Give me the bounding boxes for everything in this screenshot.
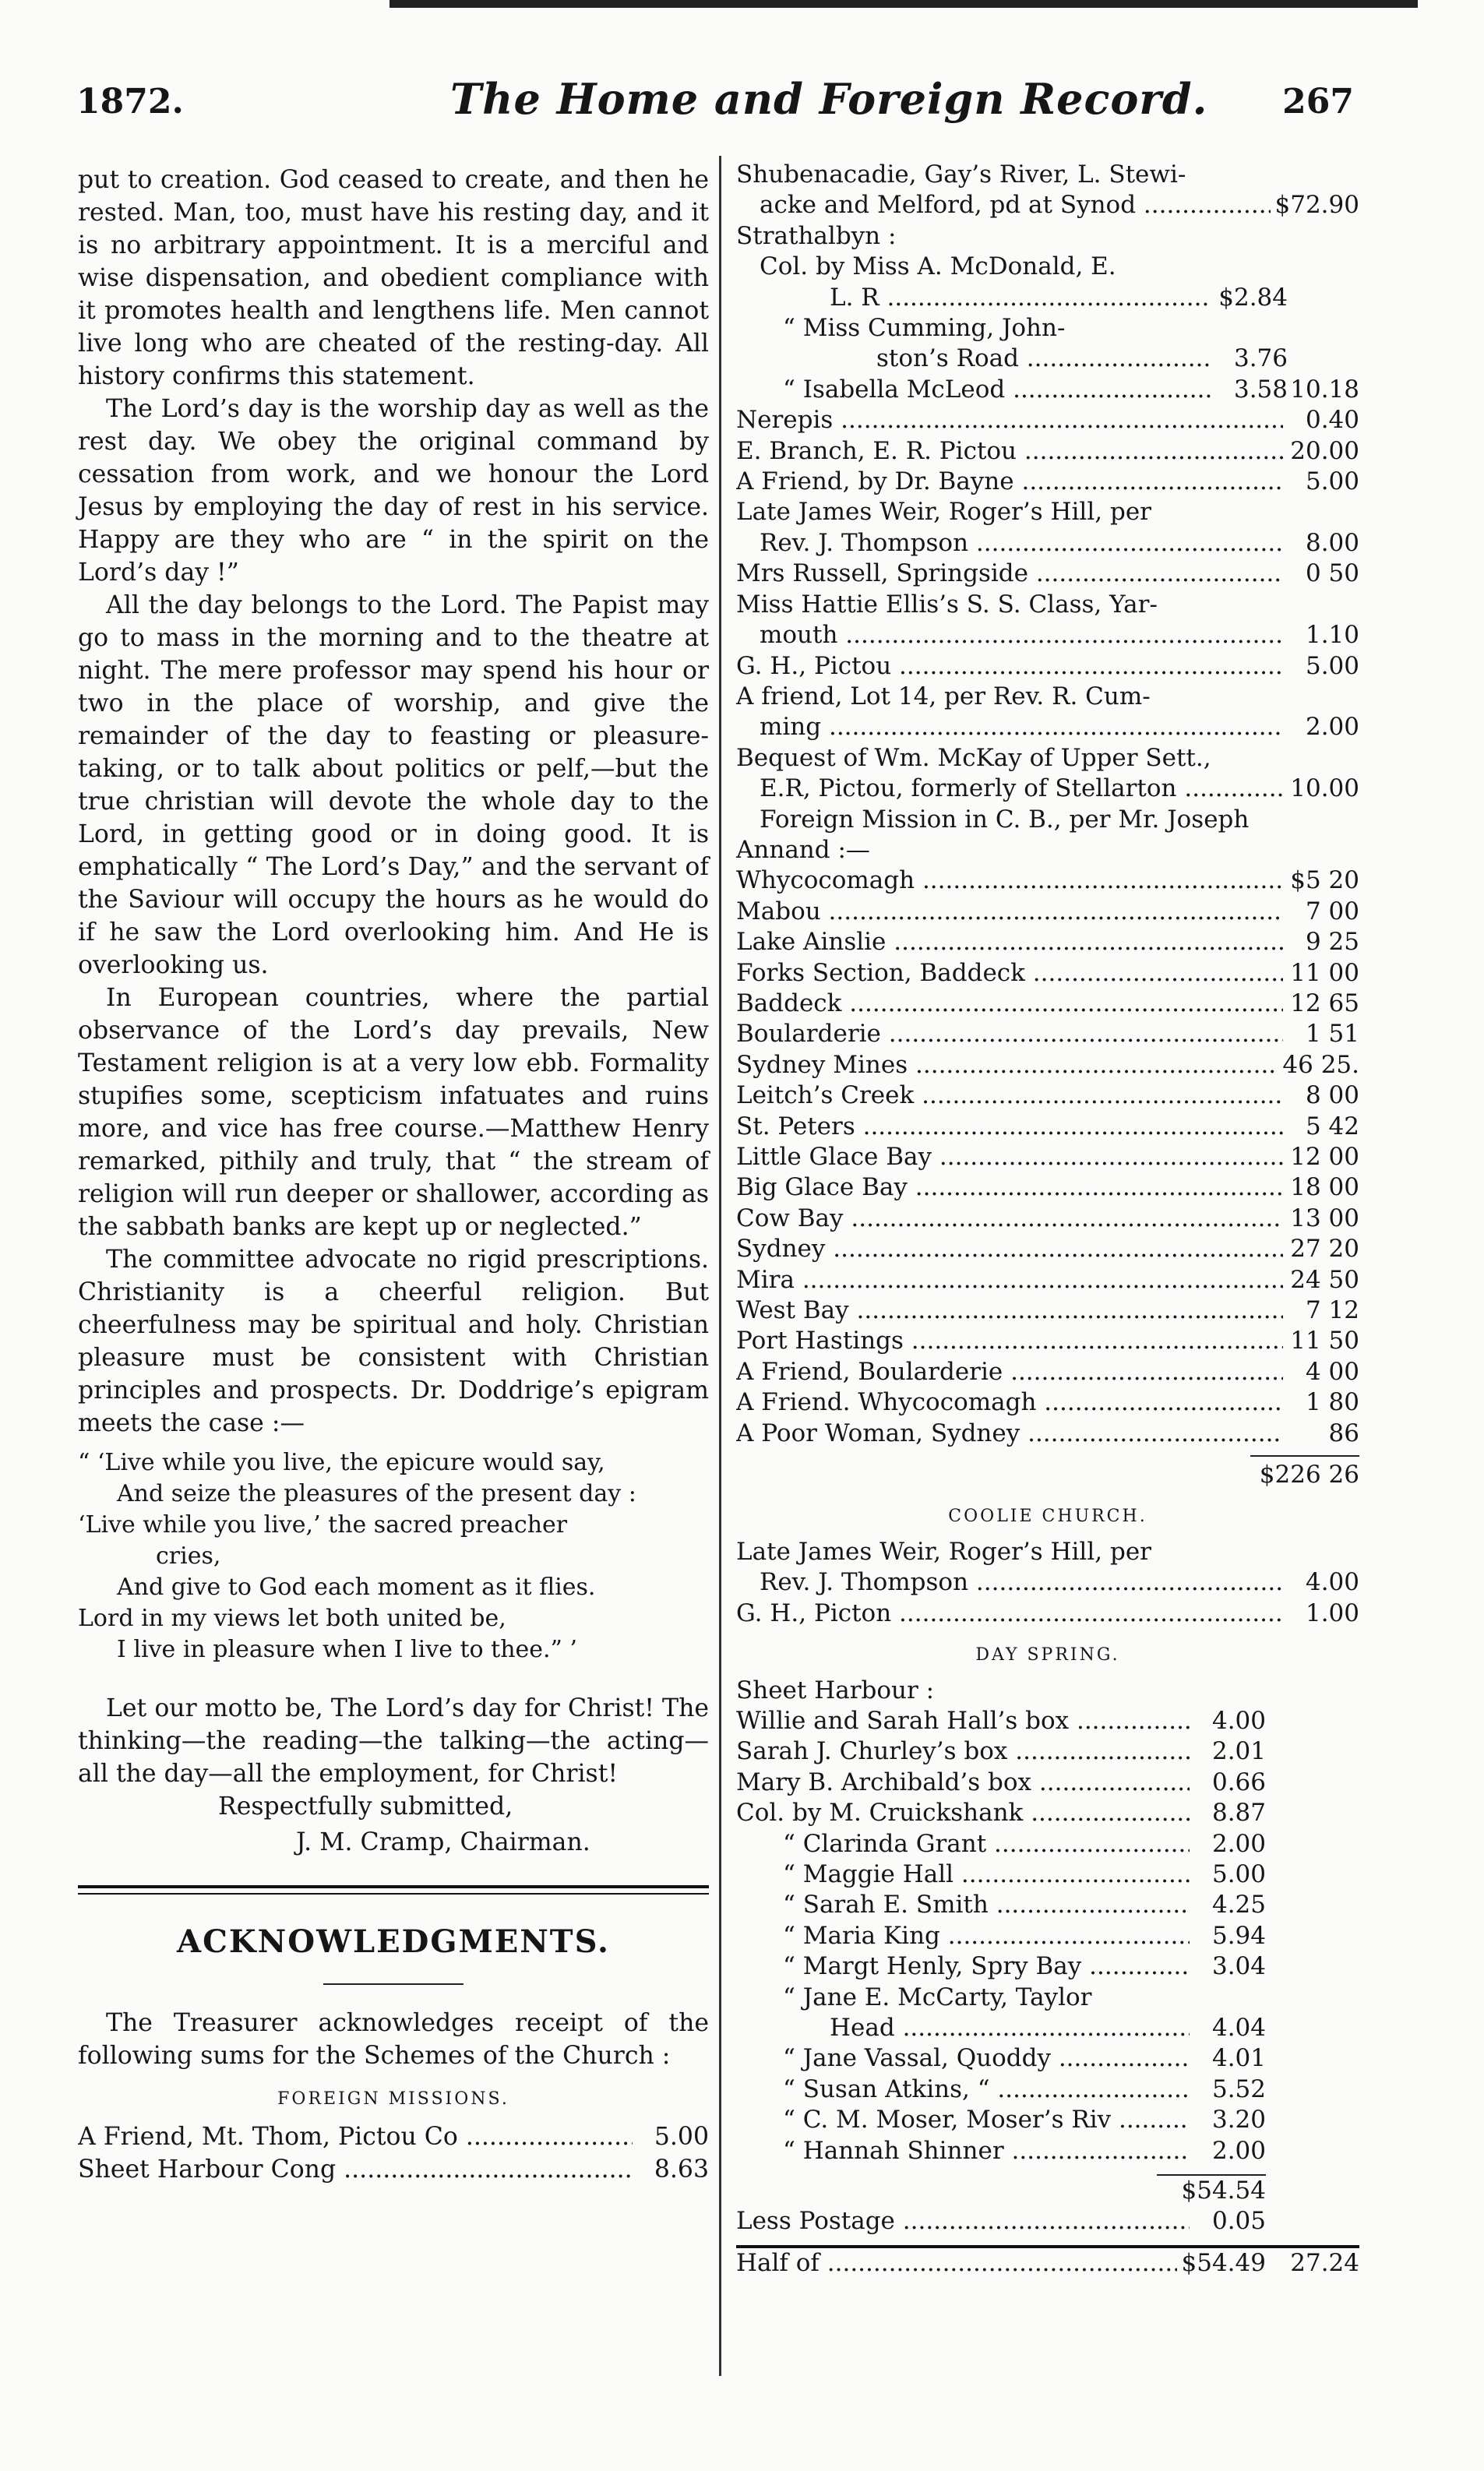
entry-label: Forks Section, Baddeck ..... bbox=[736, 958, 1283, 989]
list-item bbox=[736, 1172, 1359, 1203]
header-title: The Home and Foreign Record. bbox=[450, 74, 1208, 124]
verse-line: I live in pleasure when I live to thee.” ’ bbox=[117, 1636, 577, 1663]
verse-line: ‘Live while you live,’ the sacred preacher bbox=[78, 1511, 568, 1539]
entry-amount: 4 00 bbox=[1305, 1357, 1359, 1386]
list-item bbox=[736, 620, 1359, 650]
day-spring-list-continued bbox=[736, 2043, 1359, 2166]
verse-quotation bbox=[78, 1447, 709, 1666]
paragraph: The committee advocate no rigid prescriptions. Christianity is a cheerful religion. But cheerfulness may be spiritual and holy. Christian pleasure must be consistent with Christian principles and prospects. Dr. Doddrige’s epigram meets the case :— bbox=[78, 1246, 709, 1437]
entry-amount: 7 12 bbox=[1305, 1296, 1359, 1325]
entry-amount: 9 25 bbox=[1305, 928, 1359, 957]
entry-label: Sarah J. Churley’s box ..... bbox=[736, 1736, 1190, 1767]
entry-label: acke and Melford, pd at Synod ..... bbox=[760, 190, 1271, 220]
entry-label: A Friend, Mt. Thom, Pictou Co ..... bbox=[78, 2120, 633, 2153]
section-label: Foreign Mission in C. B., per Mr. Joseph bbox=[760, 805, 1250, 834]
entry-label: Rev. J. Thompson ..... bbox=[760, 528, 1283, 559]
list-item bbox=[736, 1829, 1359, 1859]
entry-total: 10.18 bbox=[1290, 375, 1359, 404]
entry-total: $226 26 bbox=[1259, 1461, 1359, 1489]
list-item bbox=[736, 1295, 1359, 1326]
entry-label: mouth ..... bbox=[760, 620, 1283, 650]
acknowledgments-heading: ACKNOWLEDGMENTS. bbox=[177, 1923, 610, 1960]
entry-amount: 4.25 bbox=[1211, 1891, 1266, 1919]
list-item bbox=[736, 897, 1359, 927]
list-item bbox=[736, 865, 1359, 896]
paragraph: put to creation. God ceased to create, and then he rested. Man, too, must have his resting day, and it is no arbitrary appointment. It is a merciful and wise dispensation, and obedient compliance with it promotes health and lengthens life. Men cannot live long who are cheated of the resting-day. All history confirms this statement. bbox=[78, 166, 709, 390]
top-torn-edge bbox=[390, 0, 1418, 8]
entry-label: “ Maria King ..... bbox=[783, 1921, 1190, 1951]
entry-amount: 8.00 bbox=[1305, 528, 1359, 557]
entry-amount: 2.01 bbox=[1211, 1737, 1266, 1766]
entry-label: Sydney ..... bbox=[736, 1234, 1283, 1264]
entry-label: ston’s Road ..... bbox=[876, 344, 1211, 374]
entry-total: 27.24 bbox=[1290, 2248, 1359, 2277]
entry-amount: 4.00 bbox=[1211, 1706, 1266, 1735]
entry-amount: 4.04 bbox=[1211, 2013, 1266, 2042]
entry-label: “ Hannah Shinner ..... bbox=[783, 2136, 1190, 2166]
entry-amount: $2.84 bbox=[1218, 283, 1288, 312]
entry-amount: 0.40 bbox=[1305, 406, 1359, 435]
entry-label: Late James Weir, Roger’s Hill, per bbox=[736, 1537, 1151, 1566]
section-label: Strathalbyn : bbox=[736, 221, 897, 250]
list-item bbox=[736, 436, 1359, 467]
entry-label: Baddeck ..... bbox=[736, 989, 1283, 1019]
list-item bbox=[736, 774, 1359, 804]
entry-label: Shubenacadie, Gay’s River, L. Stewi- bbox=[736, 160, 1186, 189]
entry-label: A Friend, by Dr. Bayne ..... bbox=[736, 467, 1283, 497]
entry-label: Bequest of Wm. McKay of Upper Sett., bbox=[736, 743, 1211, 772]
total-row bbox=[736, 1460, 1359, 1490]
entry-label: “ Miss Cumming, John- bbox=[783, 314, 1066, 343]
entry-label: Mrs Russell, Springside ..... bbox=[736, 559, 1283, 589]
list-item bbox=[736, 1357, 1359, 1387]
entry-amount: 1.00 bbox=[1305, 1599, 1359, 1627]
paragraph: The Lord’s day is the worship day as well as the rest day. We obey the original command by cessation from work, and we honour the Lord Jesus by employing the day of rest in his service. Happy are they who are “ in the spirit on the Lord’s day !” bbox=[78, 395, 709, 587]
list-item bbox=[736, 2136, 1359, 2166]
entry-label: A friend, Lot 14, per Rev. R. Cum- bbox=[736, 682, 1151, 710]
entry-label: “ C. M. Moser, Moser’s Riv ..... bbox=[783, 2105, 1190, 2135]
list-item bbox=[736, 1706, 1359, 1736]
entry-label: A Friend. Whycocomagh ..... bbox=[736, 1387, 1283, 1418]
entry-amount: $5 20 bbox=[1290, 866, 1359, 895]
column-divider bbox=[719, 156, 721, 2376]
entry-label: Big Glace Bay ..... bbox=[736, 1172, 1283, 1203]
entry-amount: 3.20 bbox=[1211, 2106, 1266, 2134]
entry-amount: 4.00 bbox=[1305, 1568, 1359, 1597]
list-item bbox=[736, 1050, 1359, 1080]
list-item bbox=[736, 927, 1359, 957]
list-item bbox=[736, 1567, 1359, 1598]
list-item bbox=[736, 2206, 1359, 2237]
list-item bbox=[736, 344, 1359, 374]
verse-line: And give to God each moment as it flies. bbox=[117, 1574, 596, 1601]
entry-amount: 5.00 bbox=[1305, 467, 1359, 496]
signature: J. M. Cramp, Chairman. bbox=[296, 1828, 590, 1856]
entry-label: Less Postage ..... bbox=[736, 2206, 1190, 2237]
signoff: Respectfully submitted, bbox=[218, 1792, 513, 1821]
entry-amount: 3.04 bbox=[1211, 1952, 1266, 1981]
entry-label: A Friend, Boularderie ..... bbox=[736, 1357, 1283, 1387]
coolie-church-heading: COOLIE CHURCH. bbox=[948, 1507, 1147, 1527]
entry-amount: 1 80 bbox=[1305, 1388, 1359, 1417]
section-label: Sheet Harbour : bbox=[736, 1676, 935, 1704]
list-item bbox=[736, 2013, 1359, 2043]
page-header bbox=[76, 74, 1354, 136]
list-item bbox=[736, 190, 1359, 220]
list-item bbox=[736, 1265, 1359, 1295]
list-item bbox=[736, 1951, 1359, 1982]
entry-amount: $72.90 bbox=[1274, 191, 1359, 220]
section-label: Annand :— bbox=[736, 835, 870, 864]
entry-total: $54.54 bbox=[1181, 2177, 1266, 2205]
entry-amount: 0.05 bbox=[1211, 2207, 1266, 2236]
entry-label: “ Sarah E. Smith ..... bbox=[783, 1890, 1190, 1920]
entry-label: Head ..... bbox=[830, 2013, 1190, 2043]
entry-amount: 12 00 bbox=[1290, 1143, 1359, 1171]
verse-line: And seize the pleasures of the present day : bbox=[117, 1480, 636, 1507]
list-item bbox=[736, 1419, 1359, 1449]
list-item bbox=[736, 1112, 1359, 1142]
cape-breton-list bbox=[736, 865, 1359, 1449]
entry-amount: 10.00 bbox=[1290, 774, 1359, 803]
entry-amount: 5.00 bbox=[654, 2123, 709, 2151]
entry-amount: 13 00 bbox=[1290, 1204, 1359, 1232]
list-item bbox=[736, 1859, 1359, 1890]
subtotal-row bbox=[736, 2176, 1359, 2206]
list-item bbox=[736, 1798, 1359, 1828]
list-item bbox=[736, 1599, 1359, 1629]
foreign-missions-heading: FOREIGN MISSIONS. bbox=[277, 2089, 509, 2109]
entry-label: Miss Hattie Ellis’s S. S. Class, Yar- bbox=[736, 590, 1158, 619]
entry-amount: 8.63 bbox=[654, 2156, 709, 2184]
entry-label: Col. by Miss A. McDonald, E. bbox=[760, 252, 1116, 281]
list-item bbox=[78, 2153, 709, 2186]
list-item bbox=[736, 1890, 1359, 1920]
entry-label: Sydney Mines ..... bbox=[736, 1050, 1278, 1080]
list-item bbox=[736, 528, 1359, 559]
entry-label: “ Maggie Hall ..... bbox=[783, 1859, 1190, 1890]
entry-amount: 46 25. bbox=[1282, 1050, 1359, 1079]
day-spring-heading: DAY SPRING. bbox=[975, 1645, 1120, 1666]
verse-line: cries, bbox=[156, 1542, 221, 1570]
entry-label: Boularderie ..... bbox=[736, 1019, 1283, 1049]
entry-label: Little Glace Bay ..... bbox=[736, 1142, 1283, 1172]
entry-label: A Poor Woman, Sydney ..... bbox=[736, 1419, 1283, 1449]
entry-amount: 12 65 bbox=[1290, 989, 1359, 1017]
list-item bbox=[736, 712, 1359, 742]
list-item bbox=[736, 1019, 1359, 1049]
entry-label: Mira ..... bbox=[736, 1265, 1283, 1295]
entry-amount: 86 bbox=[1328, 1419, 1359, 1447]
paragraph: All the day belongs to the Lord. The Papist may go to mass in the morning and to the theatre at night. The mere professor may spend his hour or two in the place of worship, and give the remainder of the day to feasting or pleasure-taking, or to talk about politics or pelf,—but the true christian will devote the whole day to the Lord, in getting good or in doing good. It is emphatically “ The Lord’s Day,” and the servant of the Saviour will occupy the hours as he would do if he saw the Lord overlooking him. And He is overlooking us. bbox=[78, 591, 709, 979]
list-item bbox=[736, 467, 1359, 497]
list-item bbox=[736, 1080, 1359, 1111]
entry-amount: 0 50 bbox=[1305, 559, 1359, 588]
entry-amount: 27 20 bbox=[1290, 1235, 1359, 1264]
total-rule bbox=[1250, 1455, 1359, 1457]
list-item bbox=[736, 989, 1359, 1019]
list-item bbox=[736, 375, 1359, 405]
heading-rule bbox=[323, 1983, 464, 1985]
entry-label: West Bay ..... bbox=[736, 1295, 1283, 1326]
entry-label: Mary B. Archibald’s box ..... bbox=[736, 1768, 1190, 1798]
list-item bbox=[736, 559, 1359, 589]
entry-label: G. H., Pictou ..... bbox=[736, 651, 1283, 682]
entry-amount: 4.01 bbox=[1211, 2044, 1266, 2073]
list-item bbox=[736, 1768, 1359, 1798]
day-spring-list bbox=[736, 1706, 1359, 1983]
list-item bbox=[736, 1736, 1359, 1767]
entry-amount: 11 00 bbox=[1290, 958, 1359, 987]
entry-amount: 8.87 bbox=[1211, 1799, 1266, 1828]
entry-label: Leitch’s Creek ..... bbox=[736, 1080, 1283, 1111]
list-item bbox=[736, 1387, 1359, 1418]
list-item bbox=[736, 2074, 1359, 2105]
paragraph: In European countries, where the partial observance of the Lord’s day prevails, New Testament religion is at a very low ebb. Formality stupifies some, scepticism infatuates and ruins more, and vice has free course.—Matthew Henry remarked, pithily and truly, that “ the stream of religion will run deeper or shallower, according as the sabbath banks are kept up or neglected.” bbox=[78, 984, 709, 1241]
entry-amount: 5.00 bbox=[1211, 1859, 1266, 1888]
entry-amount: $54.49 bbox=[1181, 2248, 1266, 2277]
entry-label: Mabou ..... bbox=[736, 897, 1283, 927]
entry-label: Willie and Sarah Hall’s box ..... bbox=[736, 1706, 1190, 1736]
motto-paragraph: Let our motto be, The Lord’s day for Christ! The thinking—the reading—the talking—the acting—all the day—all the employment, for Christ! bbox=[78, 1694, 709, 1788]
entry-label: Sheet Harbour Cong ..... bbox=[78, 2153, 633, 2186]
list-item bbox=[736, 958, 1359, 989]
header-year: 1872. bbox=[76, 82, 184, 122]
right-column bbox=[736, 160, 1359, 2279]
section-divider bbox=[78, 1885, 709, 1895]
entry-label: G. H., Picton ..... bbox=[736, 1599, 1283, 1629]
list-item bbox=[736, 2248, 1359, 2279]
entry-label: St. Peters ..... bbox=[736, 1112, 1283, 1142]
entry-amount: 5 42 bbox=[1305, 1112, 1359, 1140]
entry-label: “ Jane E. McCarty, Taylor bbox=[783, 1983, 1092, 2011]
entry-amount: 1 51 bbox=[1305, 1020, 1359, 1049]
entry-amount: 24 50 bbox=[1290, 1265, 1359, 1294]
verse-line: “ ‘Live while you live, the epicure would say, bbox=[78, 1449, 605, 1476]
entry-label: Whycocomagh ..... bbox=[736, 865, 1283, 896]
verse-line: Lord in my views let both united be, bbox=[78, 1605, 506, 1632]
list-item bbox=[736, 1204, 1359, 1234]
entry-amount: 18 00 bbox=[1290, 1173, 1359, 1202]
entry-amount: 20.00 bbox=[1290, 436, 1359, 465]
left-column bbox=[78, 164, 709, 2186]
entry-label: Late James Weir, Roger’s Hill, per bbox=[736, 498, 1151, 527]
list-item bbox=[736, 283, 1359, 313]
entry-label: Cow Bay ..... bbox=[736, 1204, 1283, 1234]
entry-amount: 2.00 bbox=[1211, 2136, 1266, 2165]
entry-amount: 11 50 bbox=[1290, 1327, 1359, 1355]
list-item bbox=[736, 1326, 1359, 1356]
entry-amount: 5.94 bbox=[1211, 1921, 1266, 1950]
entry-label: Half of ..... bbox=[736, 2248, 1177, 2279]
entry-label: Nerepis ..... bbox=[736, 405, 1283, 435]
entry-amount: 5.52 bbox=[1211, 2074, 1266, 2103]
entry-label: “ Margt Henly, Spry Bay ..... bbox=[783, 1951, 1190, 1982]
header-page-number: 267 bbox=[1282, 82, 1354, 122]
list-item bbox=[736, 651, 1359, 682]
entry-label: E. Branch, E. R. Pictou ..... bbox=[736, 436, 1283, 467]
list-item bbox=[736, 1142, 1359, 1172]
entry-label: “ Jane Vassal, Quoddy ..... bbox=[783, 2043, 1190, 2074]
list-item bbox=[736, 2043, 1359, 2074]
list-item bbox=[78, 2120, 709, 2153]
entry-amount: 0.66 bbox=[1211, 1768, 1266, 1796]
list-item bbox=[736, 1234, 1359, 1264]
list-item bbox=[736, 405, 1359, 435]
entry-amount: 1.10 bbox=[1305, 621, 1359, 650]
list-item bbox=[736, 2105, 1359, 2135]
entry-amount: 7 00 bbox=[1305, 897, 1359, 925]
entry-amount: 8 00 bbox=[1305, 1081, 1359, 1110]
acknowledgments-intro: The Treasurer acknowledges receipt of the following sums for the Schemes of the Church : bbox=[78, 2009, 709, 2070]
entry-amount: 3.76 bbox=[1233, 344, 1288, 373]
entry-label: “ Susan Atkins, “ ..... bbox=[783, 2074, 1190, 2105]
entry-label: Col. by M. Cruickshank ..... bbox=[736, 1798, 1190, 1828]
entry-label: Port Hastings ..... bbox=[736, 1326, 1283, 1356]
entry-amount: 3.58 bbox=[1233, 375, 1288, 404]
entry-label: ming ..... bbox=[760, 712, 1283, 742]
entry-label: L. R ..... bbox=[830, 283, 1211, 313]
entry-label: E.R, Pictou, formerly of Stellarton ..... bbox=[760, 774, 1283, 804]
entry-amount: 2.00 bbox=[1305, 713, 1359, 742]
entry-amount: 2.00 bbox=[1211, 1829, 1266, 1858]
entry-label: “ Isabella McLeod ..... bbox=[783, 375, 1211, 405]
entry-amount: 5.00 bbox=[1305, 651, 1359, 680]
list-item bbox=[736, 1921, 1359, 1951]
entry-label: Lake Ainslie ..... bbox=[736, 927, 1283, 957]
entry-label: “ Clarinda Grant ..... bbox=[783, 1829, 1190, 1859]
entry-label: Rev. J. Thompson ..... bbox=[760, 1567, 1283, 1598]
